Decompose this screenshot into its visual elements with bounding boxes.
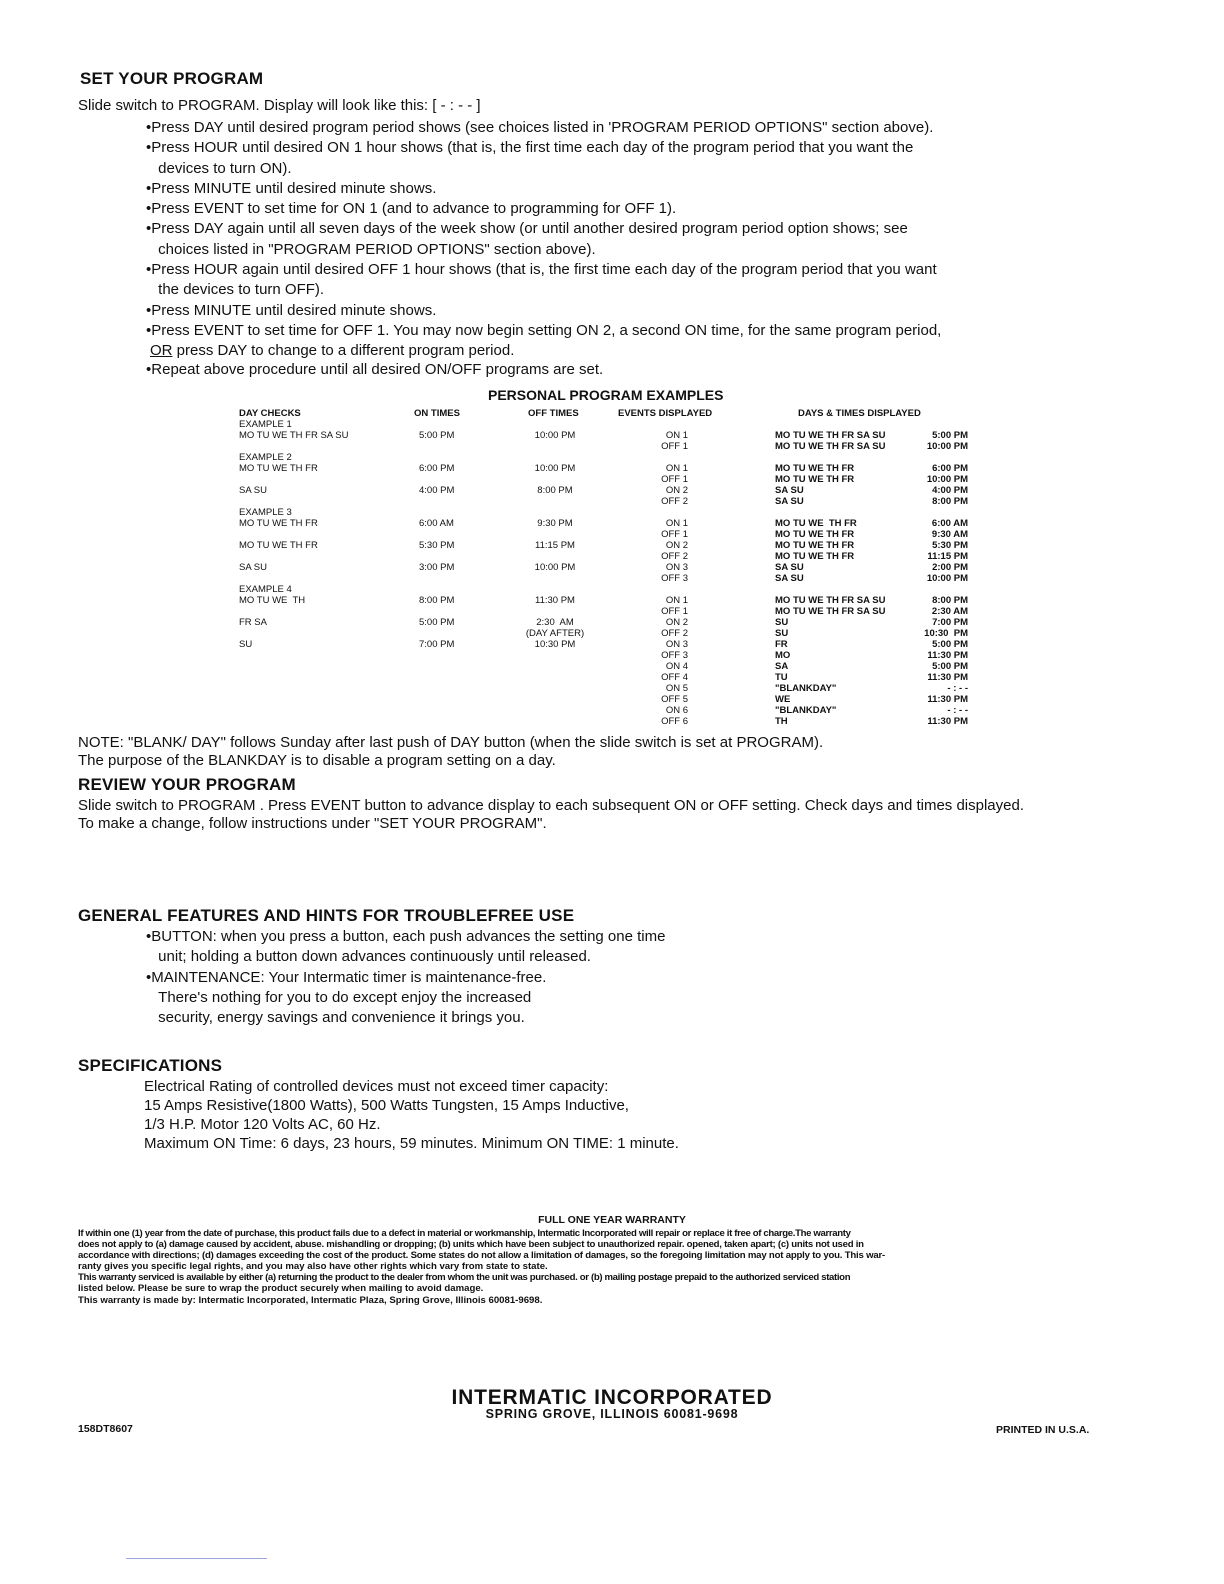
set-program-heading: SET YOUR PROGRAM (80, 69, 264, 88)
feature-item: • BUTTON: when you press a button, each push advances the setting one time unit; holding a button down advances continuously until released. (146, 927, 746, 968)
specs-body (144, 1077, 679, 1153)
warranty-line: accordance with directions; (d) damages exceeding the cost of the product. Some states do not allow a limitation of damages, so the foregoing limitation may not apply to you. This war- (78, 1250, 886, 1262)
specs-heading: SPECIFICATIONS (78, 1056, 223, 1075)
or-line (150, 341, 514, 361)
on-times-column: 5:00 PM 6:00 PM 4:00 PM 6:00 AM 5:30 PM 3:00 PM 8:00 PM 5:00 PM 7:00 PM (419, 430, 455, 650)
general-heading: GENERAL FEATURES AND HINTS FOR TROUBLEFREE USE (78, 906, 575, 925)
header-off-times: OFF TIMES (528, 408, 579, 419)
warranty-heading: FULL ONE YEAR WARRANTY (538, 1214, 686, 1226)
step-item: • Press MINUTE until desired minute shows. (146, 301, 1076, 321)
day-checks-column: EXAMPLE 1 MO TU WE TH FR SA SU EXAMPLE 2 MO TU WE TH FR SA SU EXAMPLE 3 MO TU WE TH FR MO TU WE TH FR SA SU EXAMPLE 4 MO TU WE TH FR SA SU (239, 419, 349, 650)
step-item: • Repeat above procedure until all desired ON/OFF programs are set. (146, 360, 1046, 380)
review-line-1: Slide switch to PROGRAM . Press EVENT button to advance display to each subsequent ON or OFF setting. Check days and times displayed. (78, 797, 1024, 814)
times-displayed-column: 5:00 PM 10:00 PM 6:00 PM 10:00 PM 4:00 PM 8:00 PM 6:00 AM 9:30 AM 5:30 PM 11:15 PM 2:00 PM 10:00 PM 8:00 PM 2:30 AM 7:00 PM 10:30 PM 5:00 PM 11:30 PM 5:00 PM 11:30 PM - : - - 11:30 PM - : - - 11:30 PM (924, 430, 968, 727)
warranty-line: If within one (1) year from the date of purchase, this product fails due to a defect in material or workmanship, Intermatic Incorporated will repair or replace it free of charge.The warranty (78, 1228, 851, 1239)
step-item: • Press EVENT to set time for OFF 1. You may now begin setting ON 2, a second ON time, for the same program period, (146, 321, 1076, 341)
note-line-1: NOTE: "BLANK/ DAY" follows Sunday after last push of DAY button (when the slide switch is set at PROGRAM). (78, 734, 824, 751)
warranty-line: This warranty is made by: Intermatic Incorporated, Intermatic Plaza, Spring Grove, Illinois 60081-9698. (78, 1294, 543, 1306)
or-rest: press DAY to change to a different program period. (172, 342, 515, 359)
printed-in: PRINTED IN U.S.A. (996, 1424, 1090, 1436)
part-number: 158DT8607 (78, 1423, 133, 1435)
off-times-column: 10:00 PM 10:00 PM 8:00 PM 9:30 PM 11:15 PM 10:00 PM 11:30 PM 2:30 AM (DAY AFTER) 10:30 PM (525, 430, 585, 650)
spec-line: Maximum ON Time: 6 days, 23 hours, 59 minutes. Minimum ON TIME: 1 minute. (144, 1135, 679, 1152)
spec-line: 1/3 H.P. Motor 120 Volts AC, 60 Hz. (144, 1116, 381, 1133)
step-item: • Press HOUR until desired ON 1 hour shows (that is, the first time each day of the program period that you want the devices to turn ON). (146, 138, 1076, 179)
events-column: ON 1 OFF 1 ON 1 OFF 1 ON 2 OFF 2 ON 1 OFF 1 ON 2 OFF 2 ON 3 OFF 3 ON 1 OFF 1 ON 2 OFF 2 ON 3 OFF 3 ON 4 OFF 4 ON 5 OFF 5 ON 6 OFF 6 (661, 430, 688, 727)
review-line-2: To make a change, follow instructions under "SET YOUR PROGRAM". (78, 815, 547, 832)
set-program-intro: Slide switch to PROGRAM. Display will look like this: [ - : - - ] (78, 97, 481, 114)
spec-line: Electrical Rating of controlled devices must not exceed timer capacity: (144, 1078, 609, 1095)
note-line-2: The purpose of the BLANKDAY is to disable a program setting on a day. (78, 752, 556, 769)
header-on-times: ON TIMES (414, 408, 460, 419)
header-events-displayed: EVENTS DISPLAYED (618, 408, 713, 419)
repeat-step (146, 360, 1046, 380)
review-heading: REVIEW YOUR PROGRAM (78, 775, 296, 794)
general-features-list (146, 927, 746, 1028)
warranty-body (78, 1228, 1144, 1306)
step-item: • Press HOUR again until desired OFF 1 hour shows (that is, the first time each day of the program period that you want the devices to turn OFF). (146, 260, 1076, 301)
examples-title: PERSONAL PROGRAM EXAMPLES (488, 387, 724, 403)
step-item: • Press MINUTE until desired minute shows. (146, 179, 1076, 199)
or-word: OR (150, 342, 173, 359)
days-displayed-column: MO TU WE TH FR SA SU MO TU WE TH FR SA SU MO TU WE TH FR MO TU WE TH FR SA SU SA SU MO TU WE TH FR MO TU WE TH FR MO TU WE TH FR MO TU WE TH FR SA SU SA SU MO TU WE TH FR SA SU MO TU WE TH FR SA SU SU SU FR MO SA TU "BLANKDAY" WE "BLANKDAY" TH (775, 430, 886, 727)
warranty-line: ranty gives you specific legal rights, and you may also have other rights which vary from state to state. (78, 1261, 548, 1273)
feature-item: • MAINTENANCE: Your Intermatic timer is maintenance-free. There's nothing for you to do except enjoy the increased security, energy savings and convenience it brings you. (146, 968, 746, 1029)
header-days-times-displayed: DAYS & TIMES DISPLAYED (798, 408, 921, 419)
warranty-line: does not apply to (a) damage caused by accident, abuse. mishandling or dropping; (b) units which have been subject to unauthorized repair. opened, taken apart; (c) units not used in (78, 1239, 864, 1251)
warranty-line: listed below. Please be sure to wrap the product securely when mailing to avoid damage. (78, 1283, 484, 1295)
warranty-line: This warranty serviced is available by either (a) returning the product to the dealer from whom the unit was purchased. or (b) mailing postage prepaid to the authorized serviced station (78, 1272, 851, 1284)
brand-logo: INTERMATIC INCORPORATED (451, 1386, 773, 1409)
step-item: • Press DAY until desired program period shows (see choices listed in 'PROGRAM PERIOD OPTIONS" section above). (146, 118, 1076, 138)
header-day-checks: DAY CHECKS (239, 408, 301, 419)
bottom-rule (126, 1558, 267, 1559)
spec-line: 15 Amps Resistive(1800 Watts), 500 Watts Tungsten, 15 Amps Inductive, (144, 1097, 629, 1114)
brand-address: SPRING GROVE, ILLINOIS 60081-9698 (485, 1407, 739, 1421)
step-item: • Press DAY again until all seven days of the week show (or until another desired program period option shows; see choices listed in "PROGRAM PERIOD OPTIONS" section above). (146, 219, 1076, 260)
step-item: • Press EVENT to set time for ON 1 (and to advance to programming for OFF 1). (146, 199, 1076, 219)
set-program-steps (146, 118, 1076, 341)
